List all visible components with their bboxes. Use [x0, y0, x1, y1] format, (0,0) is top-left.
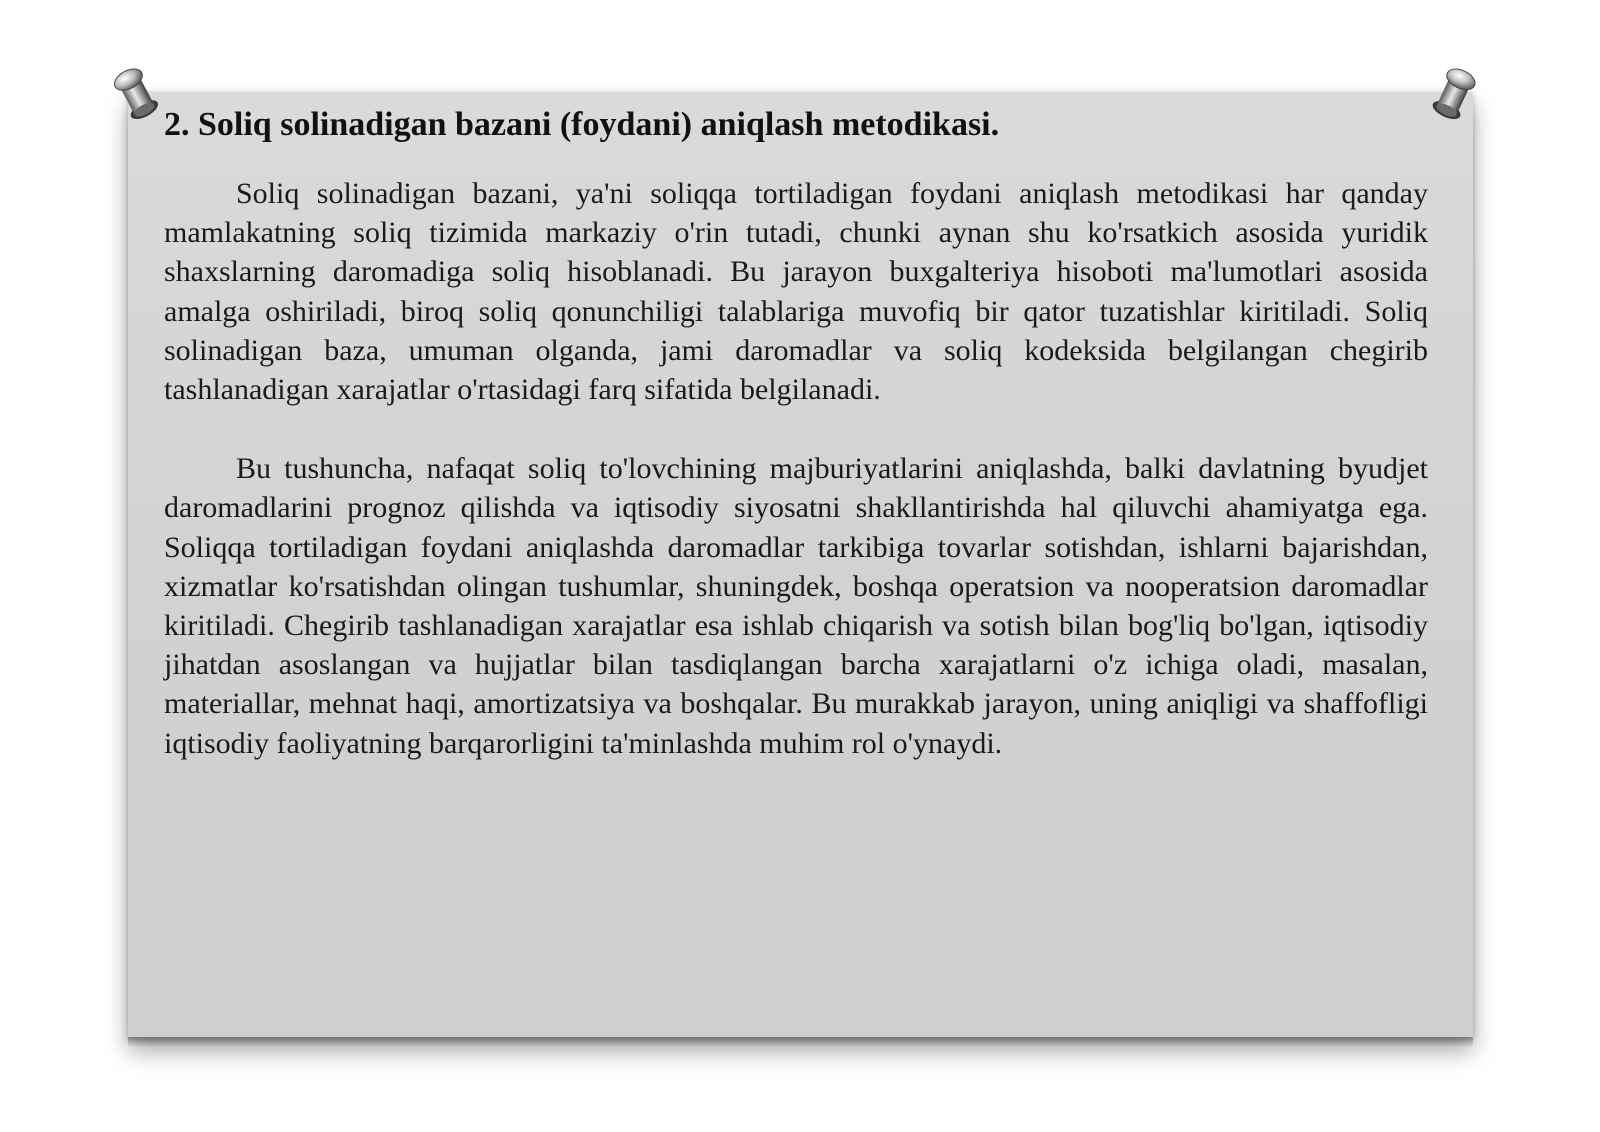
- pushpin-icon: [108, 60, 162, 124]
- section-heading: 2. Soliq solinadigan bazani (foydani) aniqlash metodikasi.: [164, 106, 1000, 143]
- body-text: [164, 174, 1428, 763]
- paragraph: Soliq solinadigan bazani, ya'ni soliqqa tortiladigan foydani aniqlash metodikasi har qanday mamlakatning soliq tizimida markaziy o'rin tutadi, chunki aynan shu ko'rsatkich asosida yuridik shaxslarning daromadiga soliq hisoblanadi. Bu jarayon buxgalteriya hisoboti ma'lumotlari asosida amalga oshiriladi, biroq soliq qonunchiligi talablariga muvofiq bir qator tuzatishlar kiritiladi. Soliq solinadigan baza, umuman olganda, jami daromadlar va soliq kodeksida belgilangan chegirib tashlanadigan xarajatlar o'rtasidagi farq sifatida belgilanadi.: [164, 177, 1428, 407]
- paragraph: Bu tushuncha, nafaqat soliq to'lovchining majburiyatlarini aniqlashda, balki davlatning byudjet daromadlarini prognoz qilishda va iqtisodiy siyosatni shakllantirishda hal qiluvchi ahamiyatga ega. Soliqqa tortiladigan foydani aniqlashda daromadlar tarkibiga tovarlar sotishdan, ishlarni bajarishdan, xizmatlar ko'rsatishdan olingan tushumlar, shuningdek, boshqa operatsion va nooperatsion daromadlar kiritiladi. Chegirib tashlanadigan xarajatlar esa ishlab chiqarish va sotish bilan bog'liq bo'lgan, iqtisodiy jihatdan asoslangan va hujjatlar bilan tasdiqlangan barcha xarajatlarni o'z ichiga oladi, masalan, materiallar, mehnat haqi, amortizatsiya va boshqalar. Bu murakkab jarayon, uning aniqligi va shaffofligi iqtisodiy faoliyatning barqarorligini ta'minlashda muhim rol o'ynaydi.: [164, 452, 1428, 760]
- pushpin-icon: [1428, 60, 1482, 124]
